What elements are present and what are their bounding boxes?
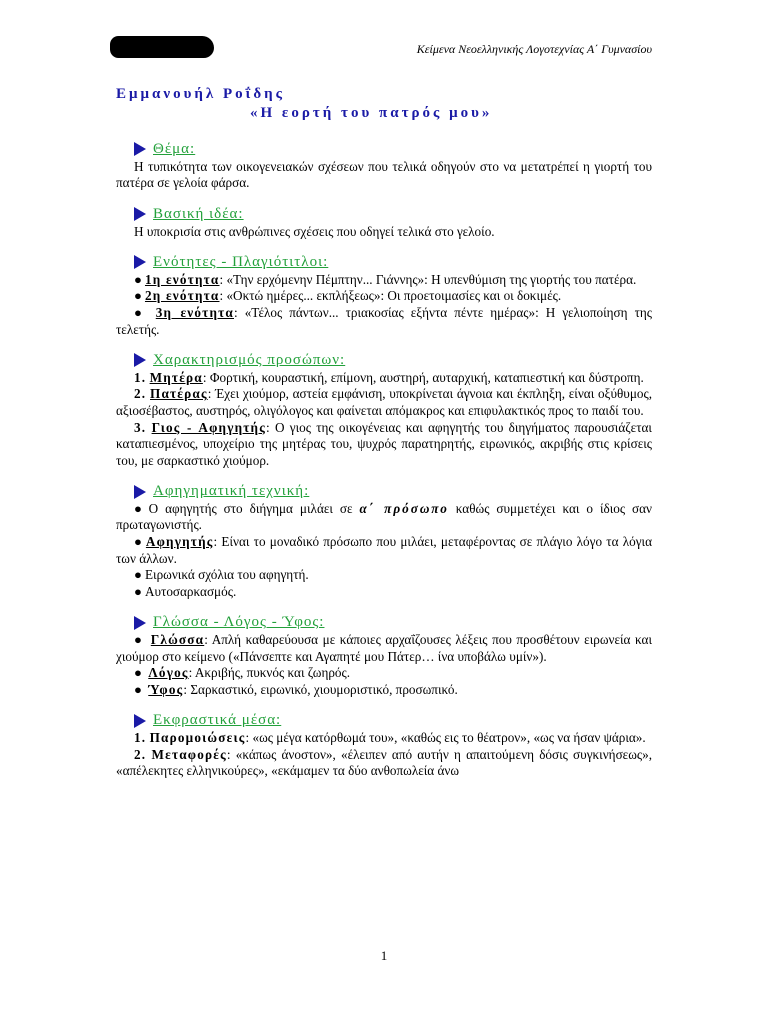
list-item: ● Αυτοσαρκασμός. xyxy=(134,583,237,599)
triangle-bullet-icon xyxy=(134,255,146,269)
bullet-icon: ● xyxy=(134,288,142,304)
triangle-bullet-icon xyxy=(134,485,146,499)
author-name: Εμμανουήλ Ροΐδης xyxy=(116,86,285,102)
list-item: ● 1η ενότητα: «Την ερχόμενην Πέμπτην... Γιάννης»: Η υπενθύμιση της γιορτής του πατέρα. xyxy=(134,271,637,287)
work-title: «Η εορτή του πατρός μου» xyxy=(250,104,493,121)
section-thema xyxy=(116,141,652,192)
list-item: ● 3η ενότητα: «Τέλος πάντων... τριακοσίας εξήντα πέντε ημέρας»: Η γελιοποίηση της τελετής. xyxy=(116,304,653,337)
bullet-icon: ● xyxy=(134,271,142,287)
section-ekfrastika xyxy=(116,712,652,779)
list-item: ● Ύφος: Σαρκαστικό, ειρωνικό, χιουμοριστικό, προσωπικό. xyxy=(134,681,458,697)
bullet-icon: ● xyxy=(134,681,142,697)
bullet-icon: ● xyxy=(134,304,146,320)
triangle-bullet-icon xyxy=(134,207,146,221)
bullet-icon: ● xyxy=(134,534,143,550)
section-heading: Ενότητες - Πλαγιότιτλοι: xyxy=(134,254,652,271)
section-glossa xyxy=(116,614,652,698)
list-item: ● Λόγος: Ακριβής, πυκνός και ζωηρός. xyxy=(134,665,351,681)
section-heading: Αφηγηματική τεχνική: xyxy=(134,483,652,500)
triangle-bullet-icon xyxy=(134,142,146,156)
list-item: 1. Παρομοιώσεις: «ως μέγα κατόρθωμά του», «καθώς εις το θέατρον», «ως να ήσαν ψάρια». xyxy=(134,730,646,745)
list-item: ● Ο αφηγητής στο διήγημα μιλάει σε α΄ πρόσωπο καθώς συμμετέχει και ο ίδιος σαν πρωταγωνιστής. xyxy=(116,500,653,533)
list-item: 2. Πατέρας: Έχει χιούμορ, αστεία εμφάνιση, υποκρίνεται άγνοια και έκπληξη, είναι οξύθυμος, αξιοσέβαστος, αυστηρός, ολιγόλογος και φαίνεται απόμακρος και επιφυλακτικός προς το παιδί του. xyxy=(116,386,652,418)
section-heading: Θέμα: xyxy=(134,141,652,158)
triangle-bullet-icon xyxy=(134,714,146,728)
section-prosopa xyxy=(116,352,652,469)
section-heading: Γλώσσα - Λόγος - Ύφος: xyxy=(134,614,652,631)
list-item: 3. Γιος - Αφηγητής: Ο γιος της οικογένειας και αφηγητής του διηγήματος παρουσιάζεται καταπιεσμένος, υποχείριο της μητέρας του, ψυχρός παρατηρητής, ειρωνικός, ακριβής στις κρίσεις του, με σαρκαστικό χιούμορ. xyxy=(116,419,652,468)
section-enotites xyxy=(116,254,652,338)
triangle-bullet-icon xyxy=(134,353,146,367)
redaction-mark xyxy=(110,36,214,58)
list-item: ● Ειρωνικά σχόλια του αφηγητή. xyxy=(134,567,309,583)
document-body xyxy=(116,86,652,780)
bullet-icon: ● xyxy=(134,632,144,648)
list-item: 1. Μητέρα: Φορτική, κουραστική, επίμονη, αυστηρή, αυταρχική, καταπιεστική και δύστροπη. xyxy=(134,369,644,385)
bullet-icon: ● xyxy=(134,665,142,681)
triangle-bullet-icon xyxy=(134,616,146,630)
bullet-icon: ● xyxy=(134,583,142,599)
running-header: Κείμενα Νεοελληνικής Λογοτεχνίας Α΄ Γυμνασίου xyxy=(416,42,652,56)
section-texniki xyxy=(116,483,652,600)
bullet-icon: ● xyxy=(134,500,146,516)
section-heading: Βασική ιδέα: xyxy=(134,206,652,223)
list-item: ● Αφηγητής: Είναι το μοναδικό πρόσωπο που μιλάει, μεταφέροντας σε πλάγιο λόγο τα λόγια των άλλων. xyxy=(116,534,653,566)
list-item: ● 2η ενότητα: «Οκτώ ημέρες... εκπλήξεως»: Οι προετοιμασίες και οι δοκιμές. xyxy=(134,288,562,304)
list-item: 2. Μεταφορές: «κάπως άνοστον», «έλειπεν από αυτήν η απαιτούμενη δόσις συγκινήσεως», «απέλεκητες ελληνικούρες», «εκάμαμεν τα δύο ανθοπωλεία άνω xyxy=(116,746,653,779)
section-heading: Χαρακτηρισμός προσώπων: xyxy=(134,352,652,369)
section-idea xyxy=(116,206,652,240)
section-text: Η τυπικότητα των οικογενειακών σχέσεων που τελικά οδηγούν στο να μετατρέπεί η γιορτή του πατέρα σε γελοία φάρσα. xyxy=(116,158,652,191)
page-number: 1 xyxy=(380,948,388,963)
bullet-icon: ● xyxy=(134,567,142,583)
section-heading: Εκφραστικά μέσα: xyxy=(134,712,652,729)
list-item: ● Γλώσσα: Απλή καθαρεύουσα με κάποιες αρχαΐζουσες λέξεις που προσθέτουν ειρωνεία και χιούμορ στο κείμενο («Πάνσεπτε και Αγαπητέ μου Πάτερ… ίνα υποβάλω υμίν»). xyxy=(116,632,653,664)
section-text: Η υποκρισία στις ανθρώπινες σχέσεις που οδηγεί τελικά στο γελοίο. xyxy=(134,223,495,239)
